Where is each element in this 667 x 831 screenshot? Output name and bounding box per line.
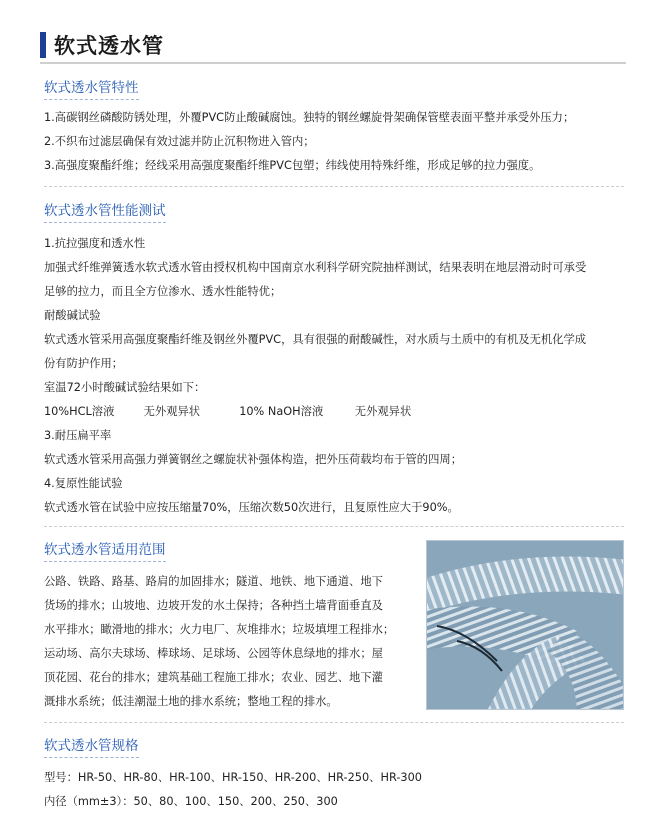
page-title: 软式透水管	[54, 34, 164, 58]
features-line: 1.高碳钢丝磷酸防锈处理，外覆PVC防止酸碱腐蚀。独特的钢丝螺旋骨架确保管壁表面平整并承受外压力；	[44, 111, 575, 124]
page-header	[40, 28, 626, 64]
scope-line: 公路、铁路、路基、路肩的加固排水；隧道、地铁、地下通道、地下	[44, 575, 383, 588]
soft-permeable-pipe-photo	[426, 540, 624, 710]
result-item: 10% NaOH溶液	[239, 405, 324, 418]
divider	[44, 722, 624, 723]
tests-line: 软式透水管采用高强力弹簧钢丝之螺旋状补强体构造，把外压荷载均布于管的四周；	[44, 453, 462, 466]
tests-line: 份有防护作用；	[44, 357, 124, 370]
features-line: 3.高强度聚酯纤维；经线采用高强度聚酯纤维PVC包塑；纬线使用特殊纤维，形成足够的拉力强度。	[44, 159, 541, 172]
specs-diameter-line: 内径（mm±3）：50、80、100、150、200、250、300	[44, 795, 338, 808]
tests-heading: 软式透水管性能测试	[44, 199, 166, 223]
tests-line: 软式透水管在试验中应按压缩量70%，压缩次数50次进行，且复原性应大于90%。	[44, 501, 459, 514]
scope-line: 顶花园、花台的排水；建筑基础工程施工排水；农业、园艺、地下灌	[44, 671, 383, 684]
specs-heading: 软式透水管规格	[44, 734, 139, 758]
tests-line: 3.耐压扁平率	[44, 429, 112, 442]
specs-model-line: 型号：HR-50、HR-80、HR-100、HR-150、HR-200、HR-250、HR-300	[44, 771, 422, 784]
tests-line: 室温72小时酸碱试验结果如下：	[44, 381, 206, 394]
tests-line: 1.抗拉强度和透水性	[44, 237, 146, 250]
scope-line: 运动场、高尔夫球场、棒球场、足球场、公园等休息绿地的排水；屋	[44, 647, 383, 660]
features-line: 2.不织布过滤层确保有效过滤并防止沉积物进入管内；	[44, 135, 315, 148]
acid-alkali-results	[44, 400, 411, 424]
tests-line: 加强式纤维弹簧透水软式透水管由授权机构中国南京水利科学研究院抽样测试，结果表明在地层滑动时可承受	[44, 261, 587, 274]
scope-line: 货场的排水；山坡地、边坡开发的水土保持；各种挡土墙背面垂直及	[44, 599, 383, 612]
tests-line: 足够的拉力，而且全方位渗水、透水性能特优；	[44, 285, 282, 298]
result-item: 无外观异状	[143, 405, 201, 418]
tests-line: 4.复原性能试验	[44, 477, 123, 490]
scope-heading: 软式透水管适用范围	[44, 538, 166, 562]
pipe-illustration	[427, 541, 623, 709]
title-accent-bar	[40, 32, 46, 58]
scope-line: 溉排水系统；低洼潮湿土地的排水系统；整地工程的排水。	[44, 695, 338, 708]
result-item: 10%HCL溶液	[44, 405, 115, 418]
features-heading: 软式透水管特性	[44, 76, 139, 100]
scope-line: 水平排水；瞰滑地的排水；火力电厂、灰堆排水；垃圾填埋工程排水；	[44, 623, 395, 636]
divider	[44, 186, 624, 187]
tests-line: 耐酸碱试验	[44, 309, 101, 322]
result-item: 无外观异状	[354, 405, 412, 418]
tests-line: 软式透水管采用高强度聚酯纤维及钢丝外覆PVC，具有很强的耐酸碱性，对水质与土质中的有机及无机化学成	[44, 333, 587, 346]
divider	[44, 526, 624, 527]
